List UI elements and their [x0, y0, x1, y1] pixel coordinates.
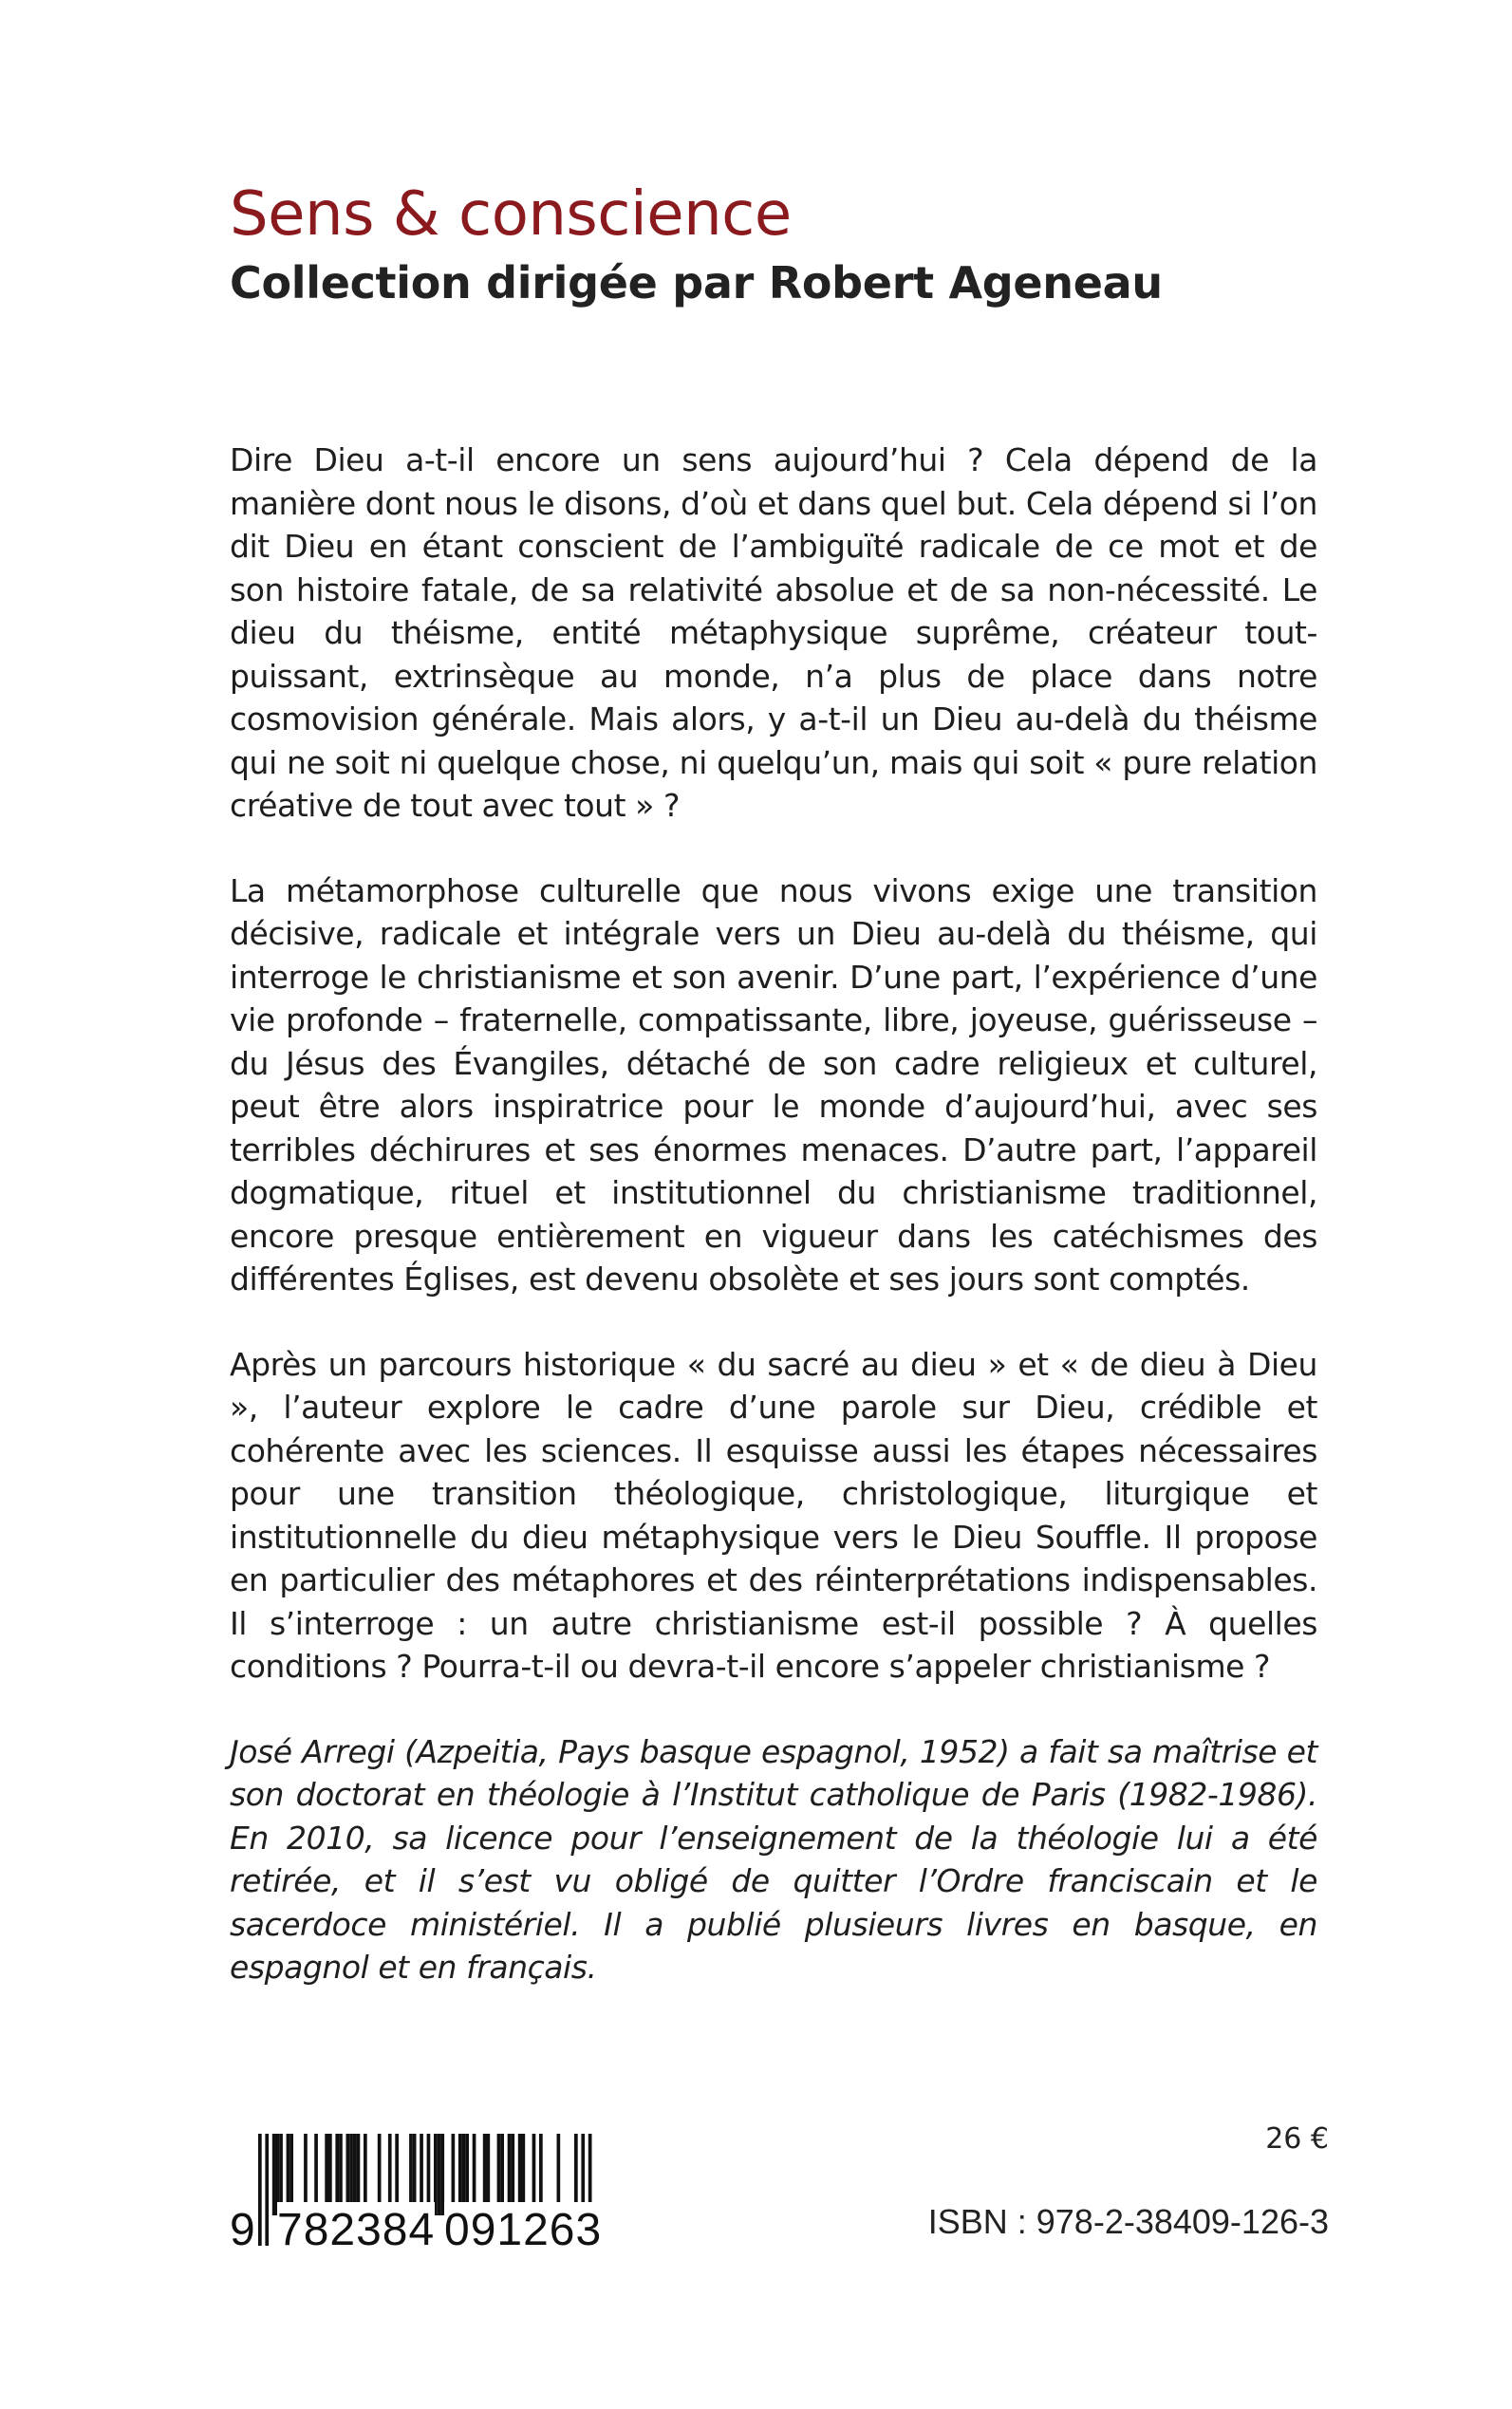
collection-header [230, 177, 1369, 311]
back-cover-text [230, 439, 1317, 2031]
isbn-label: ISBN : 978-2-38409-126-3 [927, 2202, 1329, 2241]
collection-subtitle: Collection dirigée par Robert Ageneau [230, 257, 1163, 308]
barcode-left-digits: 782384 [277, 2202, 435, 2259]
summary-paragraph-3: Après un parcours historique « du sacré au dieu » et « de dieu à Dieu », l’auteur explore le cadre d’une parole sur Dieu, crédible et cohérente avec les sciences. Il esquisse aussi les étapes nécessaires pour une transition théologique, christologique, liturgique et institutionnelle du dieu métaphysique vers le Dieu Souffle. Il propose en particulier des métaphores et des réinterprétations indispensables. Il s’interroge : un autre christianisme est-il possible ? À quelles conditions ? Pourra-t-il ou devra-t-il encore s’appeler christianisme ? [230, 1345, 1317, 1685]
barcode [230, 2134, 628, 2262]
collection-title: Sens & conscience [230, 179, 792, 250]
barcode-lead-digit: 9 [230, 2202, 255, 2259]
barcode-right-digits: 091263 [444, 2202, 602, 2259]
author-bio: José Arregi (Azpeitia, Pays basque espagnol, 1952) a fait sa maîtrise et son doctorat en théologie à l’Institut catholique de Paris (1982-1986). En 2010, sa licence pour l’enseignement de la théologie lui a été retirée, et il s’est vu obligé de quitter l’Ordre franciscain et le sacerdoce ministériel. Il a publié plusieurs livres en basque, en espagnol et en français. [230, 1732, 1317, 1986]
summary-paragraph-2: La métamorphose culturelle que nous vivons exige une transition décisive, radicale et intégrale vers un Dieu au-delà du théisme, qui interroge le christianisme et son avenir. D’une part, l’expérience d’une vie profonde – fraternelle, compatissante, libre, joyeuse, guérisseuse – du Jésus des Évangiles, détaché de son cadre religieux et culturel, peut être alors inspiratrice pour le monde d’aujourd’hui, avec ses terribles déchirures et ses énormes menaces. D’autre part, l’appareil dogmatique, rituel et institutionnel du christianisme traditionnel, encore presque entièrement en vigueur dans les catéchismes des différentes Églises, est devenu obsolète et ses jours sont comptés. [230, 871, 1317, 1298]
price-label: 26 € [1265, 2122, 1329, 2156]
barcode-digits [230, 2134, 628, 2262]
summary-paragraph-1: Dire Dieu a-t-il encore un sens aujourd’hui ? Cela dépend de la manière dont nous le disons, d’où et dans quel but. Cela dépend si l’on dit Dieu en étant conscient de l’ambiguïté radicale de ce mot et de son histoire fatale, de sa relativité absolue et de sa non-nécessité. Le dieu du théisme, entité métaphysique suprême, créateur tout-puissant, extrinsèque au monde, n’a plus de place dans notre cosmovision générale. Mais alors, y a-t-il un Dieu au-delà du théisme qui ne soit ni quelque chose, ni quelqu’un, mais qui soit « pure relation créative de tout avec tout » ? [230, 441, 1317, 824]
